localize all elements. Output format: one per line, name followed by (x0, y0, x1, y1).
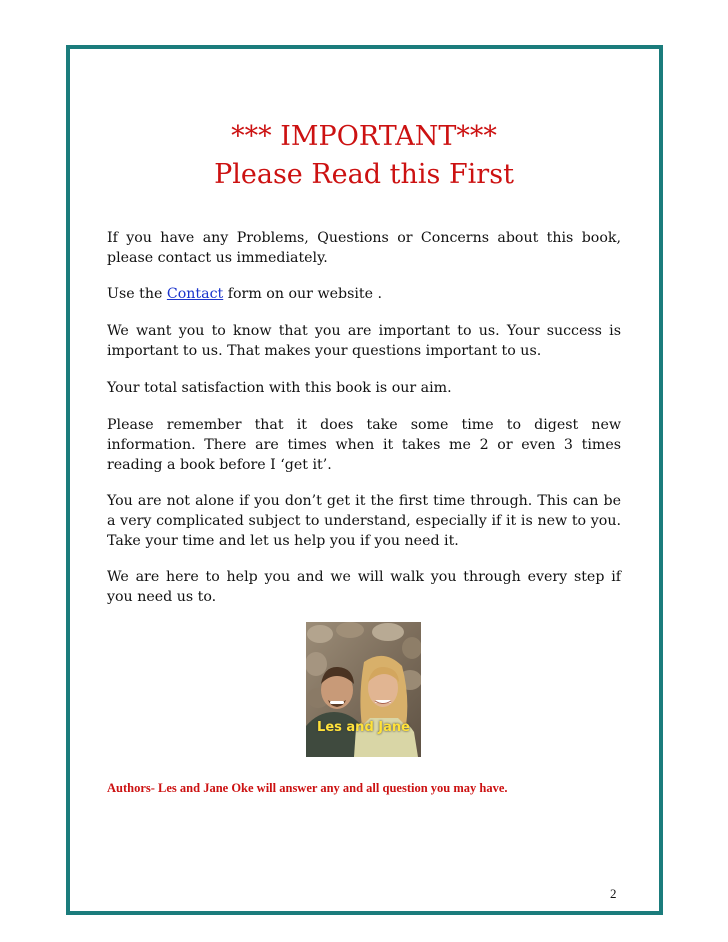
authors-photo-image (306, 622, 421, 757)
paragraph-contact (107, 284, 621, 304)
paragraph-help (107, 567, 621, 607)
paragraph-line: a very complicated subject to understand, especially if it is new to you. (107, 513, 621, 529)
page-number: 2 (610, 886, 617, 901)
paragraph-line: Please remember that it does take some time to digest new (107, 417, 621, 433)
authors-photo (306, 622, 421, 757)
paragraph-text: Use the (107, 286, 167, 302)
paragraph-digest (107, 415, 621, 475)
paragraph-line: please contact us immediately. (107, 250, 328, 266)
paragraph-line: information. There are times when it takes me 2 or even 3 times (107, 437, 621, 453)
paragraph-line: If you have any Problems, Questions or Concerns about this book, (107, 230, 621, 246)
paragraph-line: important to us. That makes your questions important to us. (107, 343, 542, 359)
authors-note: Authors- Les and Jane Oke will answer any and all question you may have. (107, 781, 508, 795)
photo-caption: Les and Jane (317, 720, 410, 735)
paragraph-not-alone (107, 491, 621, 551)
paragraph-line: Your total satisfaction with this book is our aim. (107, 380, 452, 396)
paragraph-line: We are here to help you and we will walk you through every step if (107, 569, 621, 585)
paragraph-line: You are not alone if you don’t get it the first time through. This can be (107, 493, 621, 509)
heading-read-first: Please Read this First (214, 159, 514, 190)
paragraph-problems (107, 228, 621, 268)
paragraph-line: you need us to. (107, 589, 217, 605)
paragraph-satisfaction (107, 378, 621, 398)
paragraph-important (107, 321, 621, 361)
paragraph-line: We want you to know that you are important to us. Your success is (107, 323, 621, 339)
paragraph-text: form on our website . (223, 286, 382, 302)
contact-link[interactable]: Contact (166, 286, 224, 302)
paragraph-line: Take your time and let us help you if you need it. (107, 533, 459, 549)
paragraph-line: reading a book before I ‘get it’. (107, 457, 332, 473)
heading-important: *** IMPORTANT*** (231, 121, 497, 152)
